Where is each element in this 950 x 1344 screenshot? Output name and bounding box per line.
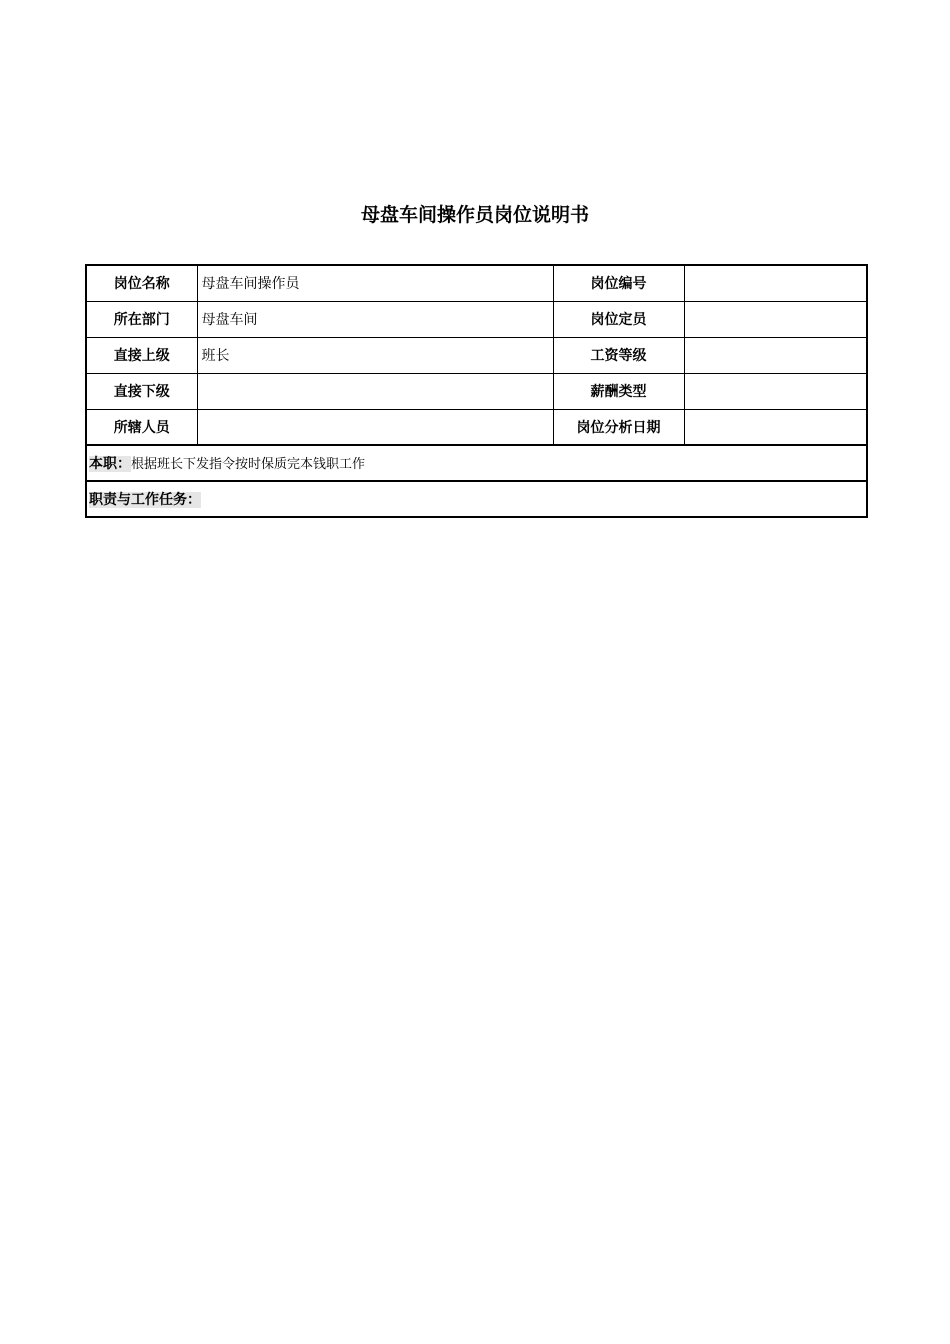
value-pay-type [684,373,867,409]
value-analysis-date [684,409,867,445]
page-title: 母盘车间操作员岗位说明书 [360,204,589,226]
label-salary-grade: 工资等级 [553,337,684,373]
label-position-name: 岗位名称 [86,265,197,301]
duties-header-cell [86,481,867,517]
core-duty-cell [86,445,867,481]
value-headcount [684,301,867,337]
label-direct-subordinate: 直接下级 [86,373,197,409]
label-staff: 所辖人员 [86,409,197,445]
value-salary-grade [684,337,867,373]
info-row [86,301,867,337]
label-position-number: 岗位编号 [553,265,684,301]
info-row [86,265,867,301]
value-direct-superior: 班长 [197,337,553,373]
info-row [86,373,867,409]
label-pay-type: 薪酬类型 [553,373,684,409]
label-direct-superior: 直接上级 [86,337,197,373]
core-duty-label: 本职： [89,456,131,472]
value-position-number [684,265,867,301]
value-department: 母盘车间 [197,301,553,337]
label-analysis-date: 岗位分析日期 [553,409,684,445]
info-row [86,337,867,373]
job-description-table [85,264,868,518]
label-headcount: 岗位定员 [553,301,684,337]
core-duty-row [86,445,867,481]
info-row [86,409,867,445]
value-direct-subordinate [197,373,553,409]
core-duty-text: 根据班长下发指令按时保质完本钱职工作 [131,457,366,472]
value-staff [197,409,553,445]
duties-header: 职责与工作任务： [89,492,201,509]
label-department: 所在部门 [86,301,197,337]
value-position-name: 母盘车间操作员 [197,265,553,301]
duties-header-row [86,481,867,517]
